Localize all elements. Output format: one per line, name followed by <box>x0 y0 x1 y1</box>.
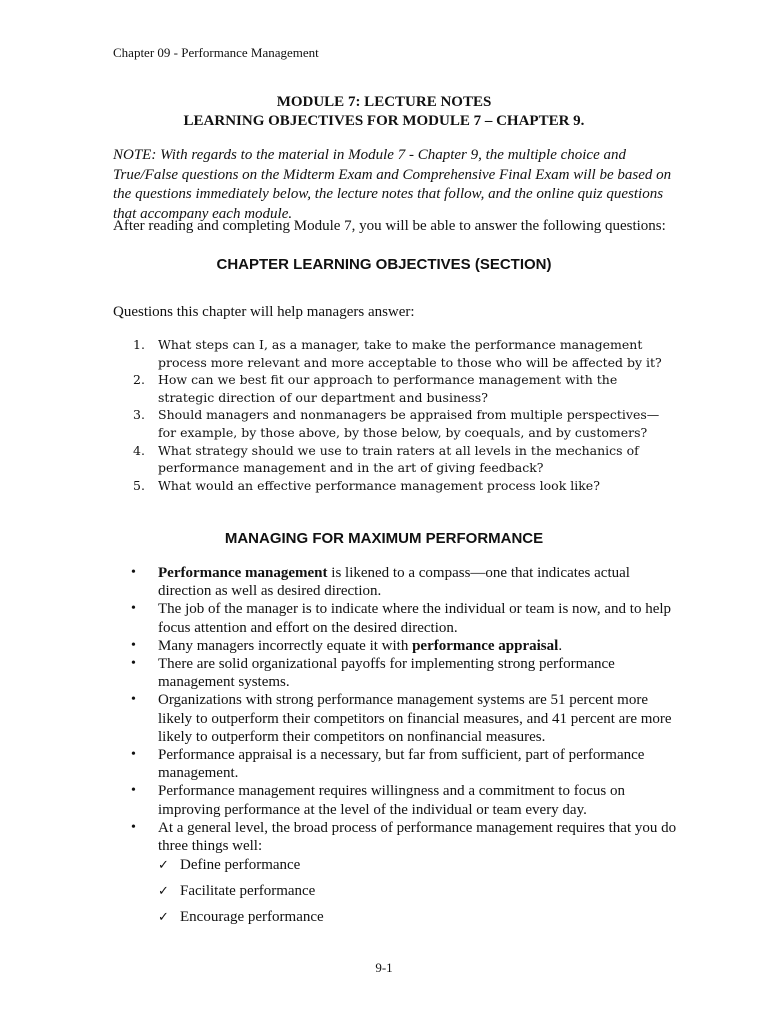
bullet-text: is likened to a compass—one that indicates actual direction as well as desired direction. <box>158 565 630 600</box>
bullet-icon: • <box>131 656 136 672</box>
bullet-icon: • <box>131 819 136 835</box>
term-performance-management: Performance management <box>158 565 328 581</box>
question-item <box>113 336 673 371</box>
checklist-item <box>158 882 458 908</box>
bullet-icon: • <box>131 637 136 653</box>
section-heading-objectives: CHAPTER LEARNING OBJECTIVES (SECTION) <box>216 256 552 273</box>
bullet-icon: • <box>131 747 136 763</box>
question-item <box>113 371 673 406</box>
bullet-text: Performance appraisal is a necessary, but far from sufficient, part of performance management. <box>158 747 645 782</box>
bullet-icon: • <box>131 565 136 580</box>
question-item <box>113 442 673 477</box>
questions-lead: Questions this chapter will help managers answer: <box>113 304 415 320</box>
checklist-text: Facilitate performance <box>180 883 316 899</box>
running-header: Chapter 09 - Performance Management <box>113 45 319 60</box>
bullet-icon: • <box>131 783 136 799</box>
bullet-text: Performance management requires willingness and a commitment to focus on improving performance at the level of the individual or team every day. <box>158 783 625 818</box>
bullet-text: Organizations with strong performance management systems are 51 percent more likely to outperform their competitors on financial measures, and 41 percent are more likely to outperform their competitors on nonfinancial measures. <box>158 692 672 745</box>
bullet-item <box>113 564 683 600</box>
question-text: What strategy should we use to train raters at all levels in the mechanics of performance management and in the art of giving feedback? <box>158 442 639 476</box>
term-performance-appraisal: performance appraisal <box>412 637 559 654</box>
questions-list <box>113 336 673 494</box>
question-item <box>113 477 673 495</box>
bullet-item <box>113 746 683 782</box>
checklist-text: Encourage performance <box>180 909 324 925</box>
checkmark-icon: ✓ <box>158 884 169 899</box>
intro-paragraph: After reading and completing Module 7, you will be able to answer the following questions: <box>113 218 666 234</box>
checklist <box>158 856 458 934</box>
question-number: 1. <box>133 337 145 352</box>
checklist-item <box>158 908 458 934</box>
checklist-item <box>158 856 458 882</box>
question-item <box>113 406 673 441</box>
module-title: MODULE 7: LECTURE NOTES <box>276 94 492 110</box>
checkmark-icon: ✓ <box>158 858 169 873</box>
bullet-icon: • <box>131 601 136 617</box>
objectives-title: LEARNING OBJECTIVES FOR MODULE 7 – CHAPTER 9. <box>183 113 585 129</box>
bullet-text: At a general level, the broad process of performance management requires that you do three things well: <box>158 819 677 855</box>
question-number: 4. <box>133 442 145 458</box>
bullet-text: Many managers incorrectly equate it with <box>158 637 413 654</box>
bullet-text: There are solid organizational payoffs for implementing strong performance management systems. <box>158 656 615 691</box>
bullet-text: The job of the manager is to indicate where the individual or team is now, and to help focus attention and effort on the desired direction. <box>158 601 672 636</box>
bullet-item <box>113 819 683 855</box>
question-text: How can we best fit our approach to performance management with the strategic direction of our department and business? <box>158 372 618 405</box>
bullet-item <box>113 655 683 691</box>
bullet-item <box>113 782 683 818</box>
checklist-text: Define performance <box>180 857 301 873</box>
section-heading-managing: MANAGING FOR MAXIMUM PERFORMANCE <box>224 530 544 547</box>
bullet-text: . <box>558 637 563 654</box>
question-number: 3. <box>133 407 145 423</box>
bullet-item <box>113 600 683 636</box>
page-number: 9-1 <box>375 960 393 975</box>
managing-bullet-list <box>113 564 683 855</box>
bullet-item <box>113 691 683 746</box>
question-text: What would an effective performance management process look like? <box>158 477 600 493</box>
bullet-icon: • <box>131 692 136 708</box>
checkmark-icon: ✓ <box>158 910 169 925</box>
question-text: What steps can I, as a manager, take to make the performance management process more relevant and more acceptable to those who will be affected by it? <box>158 337 662 370</box>
bullet-item <box>113 637 683 655</box>
exam-note: NOTE: With regards to the material in Module 7 - Chapter 9, the multiple choice and True/False questions on the Midterm Exam and Comprehensive Final Exam will be based on the questions immediately below, the lecture notes that follow, and the online quiz questions that accompany each module. <box>113 147 672 222</box>
question-text: Should managers and nonmanagers be appraised from multiple perspectives—for example, by those above, by those below, by coequals, and by customers? <box>158 407 660 440</box>
question-number: 5. <box>133 477 145 493</box>
question-number: 2. <box>133 372 145 388</box>
